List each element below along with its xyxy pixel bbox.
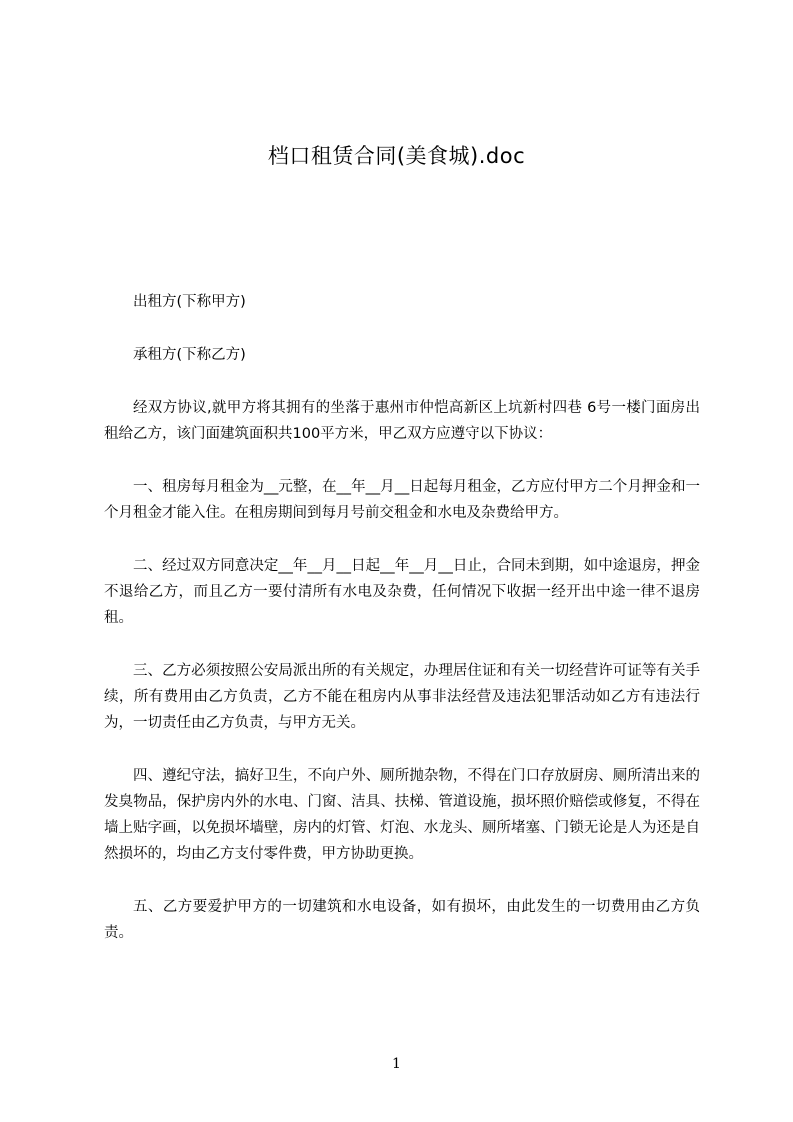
paragraph-gap bbox=[104, 867, 700, 894]
paragraph-gap bbox=[104, 315, 700, 342]
paragraph-clause-4: 四、遵纪守法，搞好卫生，不向户外、厕所抛杂物，不得在门口存放厨房、厕所清出来的发臭物品，保护房内外的水电、门窗、洁具、扶梯、管道设施，损坏照价赔偿或修复，不得在墙上贴字画，以免损坏墙壁，房内的灯管、灯泡、水龙头、厕所堵塞、门锁无论是人为还是自然损坏的，均由乙方支付零件费，甲方协助更换。 bbox=[104, 768, 700, 862]
paragraph-gap bbox=[104, 631, 700, 658]
paragraph-gap bbox=[104, 736, 700, 763]
paragraph-lessee: 承租方(下称乙方) bbox=[133, 347, 246, 363]
document-body bbox=[104, 289, 700, 946]
page-number: 1 bbox=[392, 1056, 401, 1072]
paragraph-clause-5: 五、乙方要爱护甲方的一切建筑和水电设备，如有损坏，由此发生的一切费用由乙方负责。 bbox=[104, 899, 700, 941]
paragraph-gap bbox=[104, 368, 700, 395]
document-title: 档口租赁合同(美食城).doc bbox=[267, 144, 526, 168]
paragraph-agreement-intro: 经双方协议,就甲方将其拥有的坐落于惠州市仲恺高新区上坑新村四巷 6号一楼门面房出租给乙方，该门面建筑面积共100平方米，甲乙双方应遵守以下协议： bbox=[104, 400, 700, 442]
paragraph-gap bbox=[104, 526, 700, 553]
paragraph-clause-1: 一、租房每月租金为__元整，在__年__月__日起每月租金，乙方应付甲方二个月押金和一个月租金才能入住。在租房期间到每月号前交租金和水电及杂费给甲方。 bbox=[104, 479, 700, 521]
paragraph-clause-3: 三、乙方必须按照公安局派出所的有关规定，办理居住证和有关一切经营许可证等有关手续，所有费用由乙方负责，乙方不能在租房内从事非法经营及违法犯罪活动如乙方有违法行为，一切责任由乙方负责，与甲方无关。 bbox=[104, 663, 700, 731]
paragraph-gap bbox=[104, 447, 700, 474]
paragraph-clause-2: 二、经过双方同意决定__年__月__日起__年__月__日止，合同未到期，如中途退房，押金不退给乙方，而且乙方一要付清所有水电及杂费，任何情况下收据一经开出中途一律不退房租。 bbox=[104, 558, 700, 626]
paragraph-lessor: 出租方(下称甲方) bbox=[133, 294, 246, 310]
